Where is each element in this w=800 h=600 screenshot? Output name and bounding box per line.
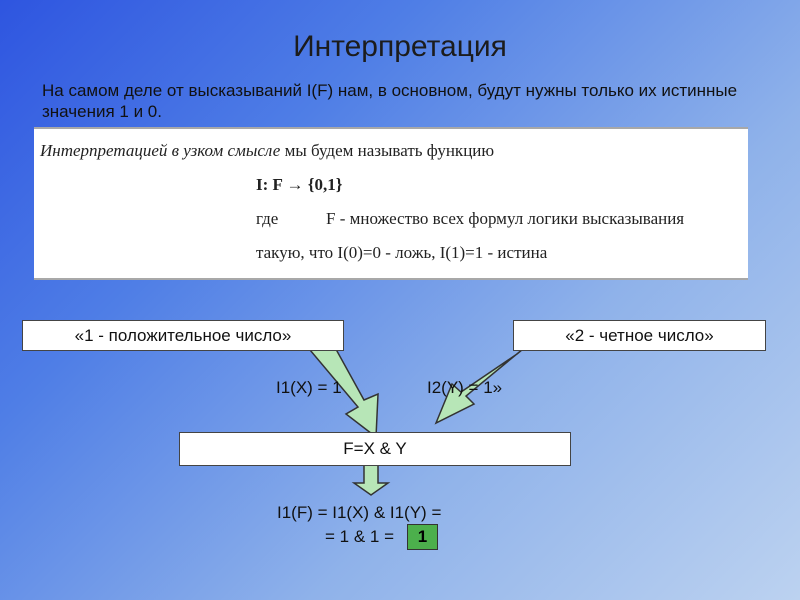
formula-box: F=X & Y <box>179 432 571 466</box>
right-statement-box: «2 - четное число» <box>513 320 766 351</box>
intro-text: На самом деле от высказываний I(F) нам, в основном, будут нужны только их истинные значения 1 и 0. <box>42 81 738 121</box>
label-i2y: I2(Y) = 1» <box>427 378 503 397</box>
page-title: Интерпретация <box>293 30 507 63</box>
definition-mapping: I: F → {0,1} <box>256 175 343 194</box>
result-badge: 1 <box>407 524 438 550</box>
down-arrow <box>354 465 388 495</box>
label-i1x: I1(X) = 1 <box>276 378 342 397</box>
definition-line-1-rest: мы будем называть функцию <box>280 141 495 160</box>
definition-term: Интерпретацией в узком смысле <box>40 141 281 160</box>
formula-line-2-text: = 1 & 1 = <box>325 527 394 546</box>
left-statement-box: «1 - положительное число» <box>22 320 344 351</box>
definition-line-4: такую, что I(0)=0 - ложь, I(1)=1 - истина <box>256 243 548 262</box>
definition-where: где <box>256 209 279 228</box>
formula-line-2 <box>325 527 394 547</box>
definition-set: F - множество всех формул логики высказывания <box>326 209 685 228</box>
formula-line-1: I1(F) = I1(X) & I1(Y) = <box>277 503 442 522</box>
